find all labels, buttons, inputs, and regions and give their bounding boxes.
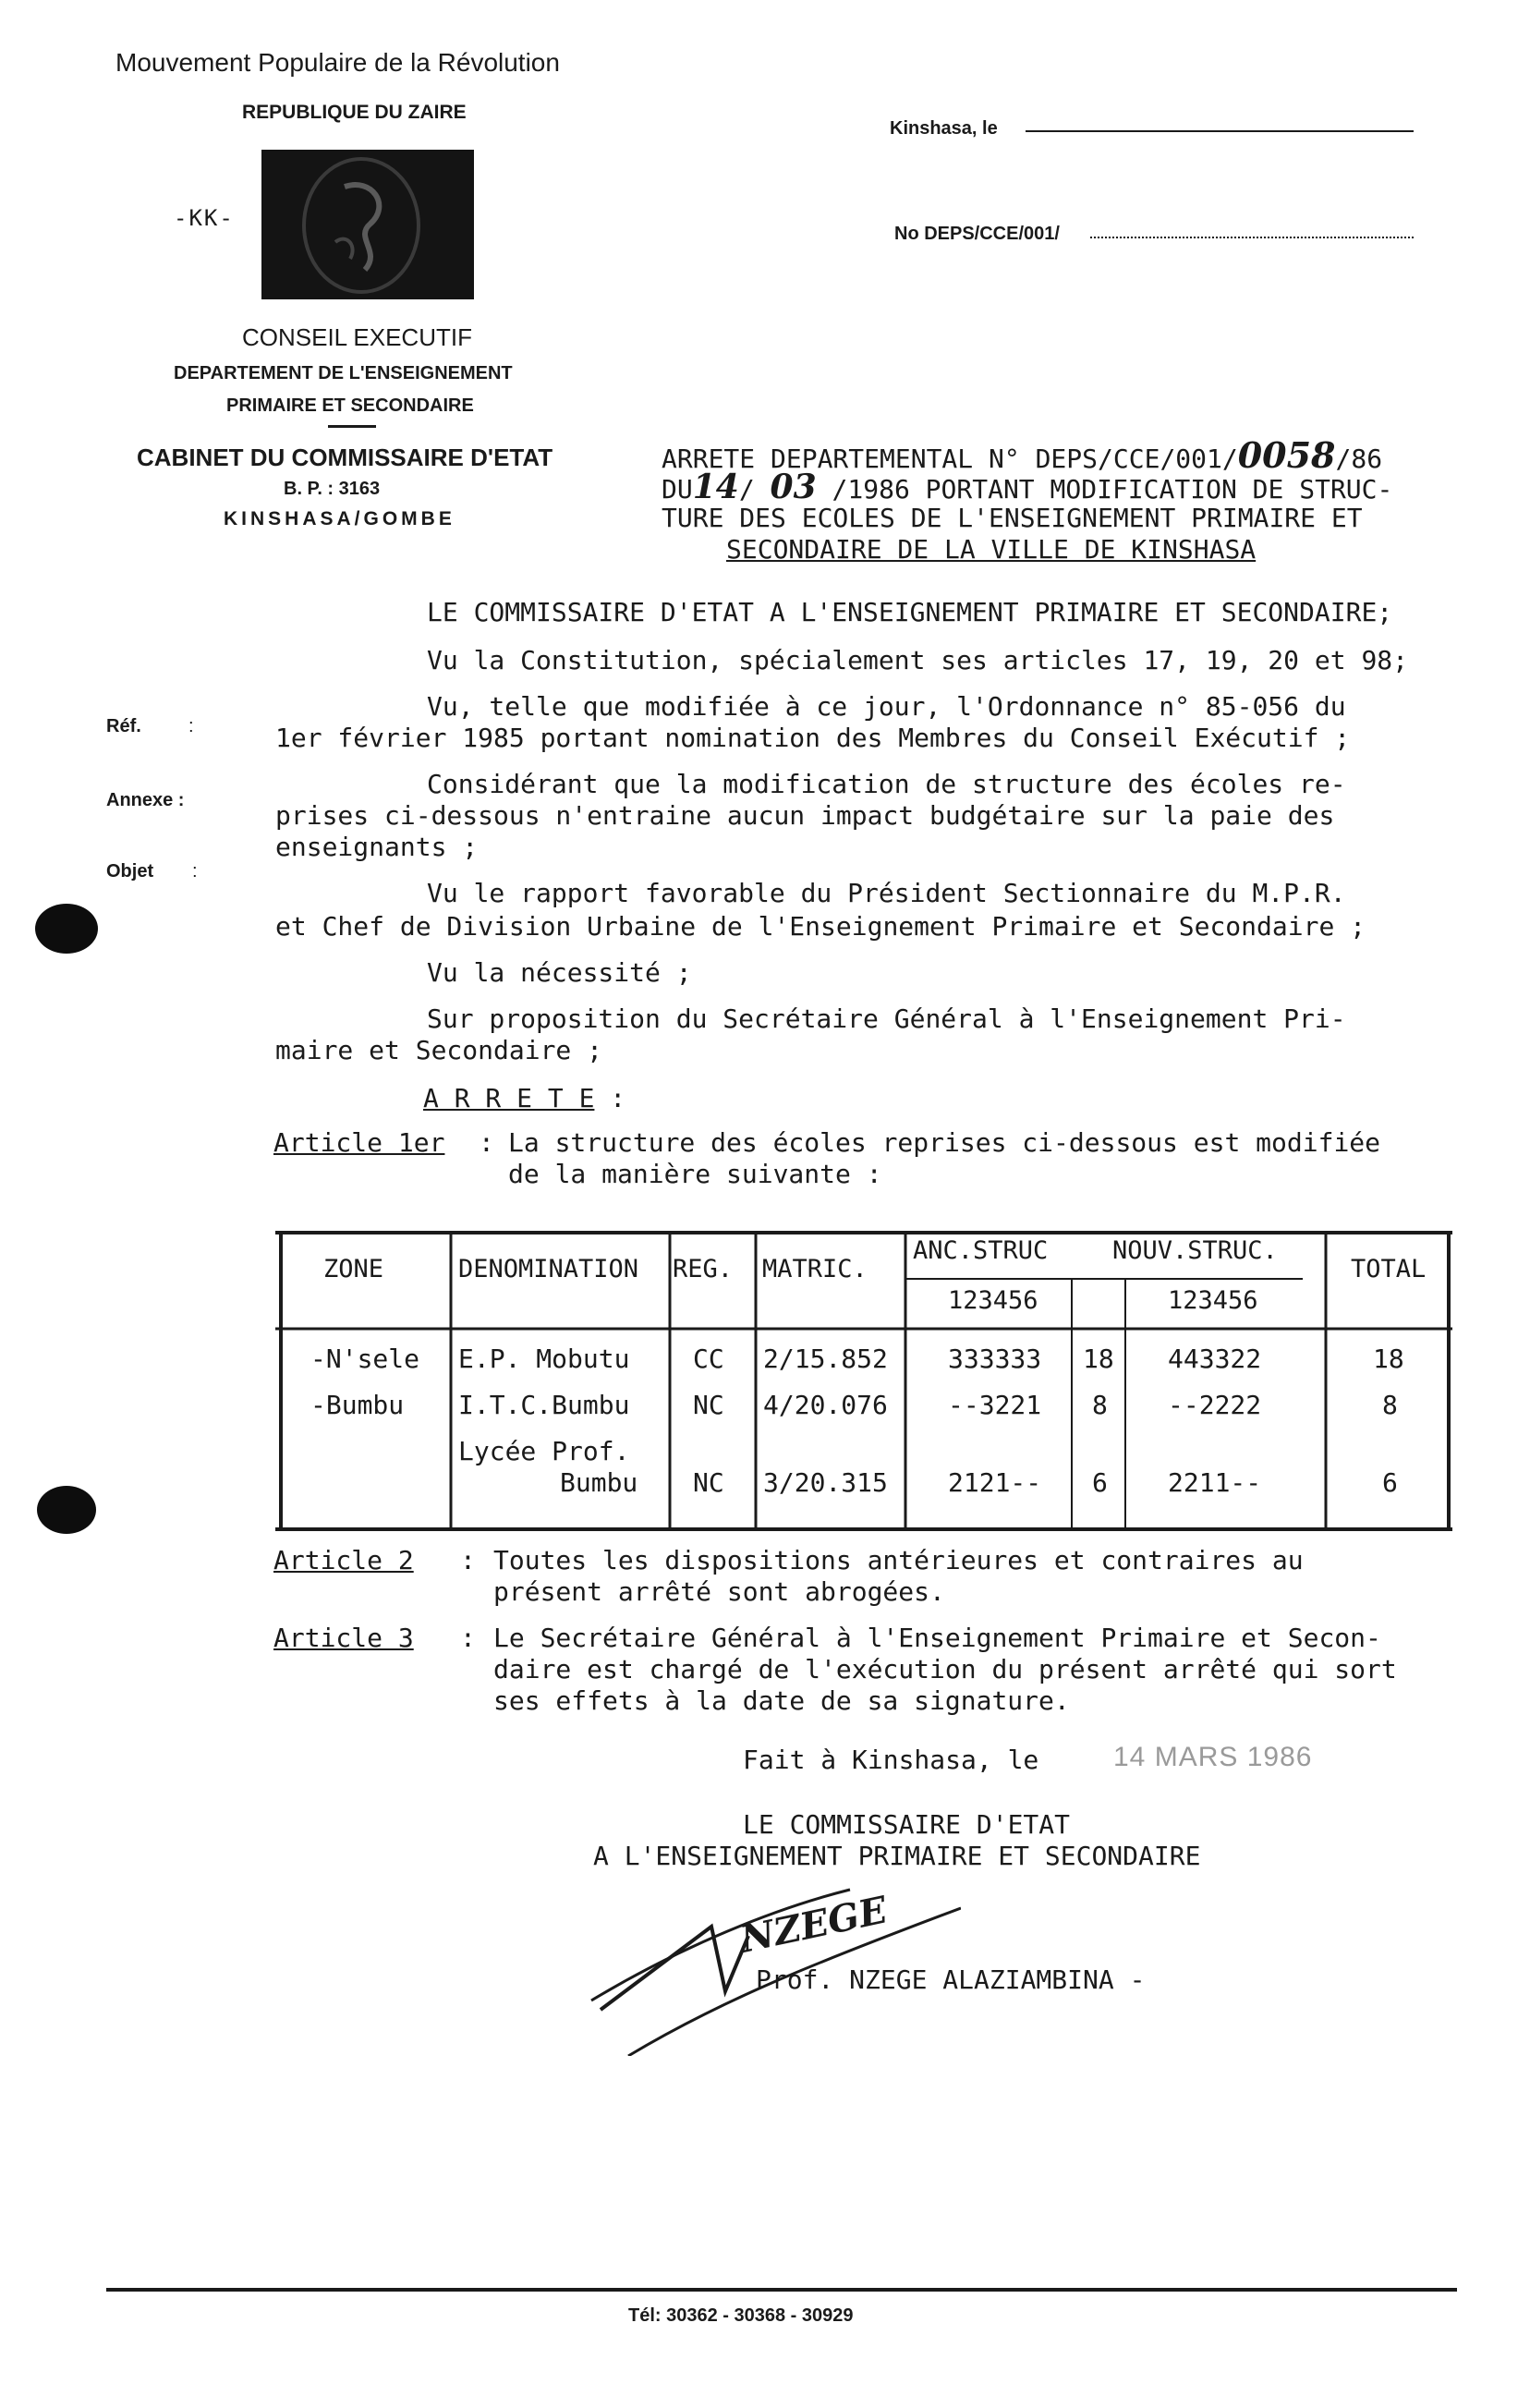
ref-mark: -KK- (174, 205, 235, 231)
republic-name: REPUBLIQUE DU ZAIRE (242, 102, 467, 123)
number-fill-line (1090, 237, 1414, 238)
signatory-name: Prof. NZEGE ALAZIAMBINA - (756, 1964, 1146, 1995)
national-emblem (261, 150, 474, 299)
cell-zone: -N'sele (310, 1344, 420, 1374)
cell-denomination: E.P. Mobutu (458, 1344, 630, 1374)
header-nouv-subdigits: 123456 (1168, 1286, 1258, 1315)
article-1-text-a: La structure des écoles reprises ci-dessous est modifiée (508, 1127, 1381, 1158)
city-name: KINSHASA/GOMBE (224, 508, 455, 529)
cell-matric: 2/15.852 (763, 1344, 888, 1374)
margin-objet: Objet (106, 861, 154, 882)
article-3-label: Article 3 (273, 1623, 414, 1653)
cell-anc-struc: --3221 (948, 1390, 1042, 1420)
header-zone: ZONE (323, 1255, 384, 1283)
preamble-proposal-a: Sur proposition du Secrétaire Général à l'Enseignement Pri- (427, 1003, 1346, 1034)
header-reg: REG. (673, 1255, 734, 1283)
cell-anc-struc: 333333 (948, 1344, 1042, 1374)
cell-total: 6 (1382, 1467, 1398, 1498)
department-line-1: DEPARTEMENT DE L'ENSEIGNEMENT (174, 363, 513, 383)
cell-denomination-cont: Bumbu (560, 1467, 638, 1498)
article-3-text-b: daire est chargé de l'exécution du présent arrêté qui sort (493, 1654, 1397, 1684)
header-anc-subdigits: 123456 (948, 1286, 1038, 1315)
header-denomination: DENOMINATION (458, 1255, 639, 1283)
closing-title-b: A L'ENSEIGNEMENT PRIMAIRE ET SECONDAIRE (593, 1841, 1201, 1871)
handwritten-day: 14 (692, 468, 739, 506)
cell-nouv-struc: --2222 (1168, 1390, 1262, 1420)
preamble-ordinance-b: 1er février 1985 portant nomination des Membres du Conseil Exécutif ; (275, 723, 1351, 753)
preamble-proposal-b: maire et Secondaire ; (275, 1035, 603, 1065)
preamble-ordinance-a: Vu, telle que modifiée à ce jour, l'Ordonnance n° 85-056 du (427, 691, 1346, 722)
po-box: B. P. : 3163 (284, 479, 381, 499)
margin-objet-colon: : (192, 861, 198, 882)
place-date-label: Kinshasa, le (890, 118, 998, 139)
closing-title-a: LE COMMISSAIRE D'ETAT (743, 1809, 1071, 1840)
cell-count: 18 (1083, 1344, 1114, 1374)
preamble-constitution: Vu la Constitution, spécialement ses articles 17, 19, 20 et 98; (427, 645, 1409, 675)
punch-hole-mark (35, 904, 98, 954)
date-fill-line (1026, 130, 1414, 132)
movement-name: Mouvement Populaire de la Révolution (115, 48, 560, 77)
date-stamp: 14 MARS 1986 (1113, 1742, 1313, 1772)
decree-title-line-4: SECONDAIRE DE LA VILLE DE KINSHASA (726, 534, 1257, 565)
number-label: No DEPS/CCE/001/ (894, 224, 1060, 244)
preamble-necessity: Vu la nécessité ; (427, 957, 692, 988)
closing-place: Fait à Kinshasa, le (743, 1745, 1039, 1775)
cell-total: 8 (1382, 1390, 1398, 1420)
cell-count: 8 (1092, 1390, 1108, 1420)
decree-title-line-2: DU14/ 03 /1986 PORTANT MODIFICATION DE STRUC- (662, 468, 1393, 506)
article-2-text-a: Toutes les dispositions antérieures et contraires au (493, 1545, 1304, 1575)
cell-denomination: I.T.C.Bumbu (458, 1390, 630, 1420)
cell-total: 18 (1373, 1344, 1404, 1374)
cell-matric: 3/20.315 (763, 1467, 888, 1498)
cell-reg: NC (693, 1467, 724, 1498)
signature-text: NZEGE (736, 1888, 892, 1962)
article-3-text-c: ses effets à la date de sa signature. (493, 1685, 1070, 1716)
handwritten-month: 03 (770, 468, 817, 506)
article-2-label: Article 2 (273, 1545, 414, 1575)
punch-hole-mark (37, 1486, 96, 1534)
cabinet-name: CABINET DU COMMISSAIRE D'ETAT (137, 444, 553, 471)
header-nouv-struc: NOUV.STRUC. (1112, 1236, 1278, 1265)
header-divider (328, 425, 376, 428)
article-2-text-b: présent arrêté sont abrogées. (493, 1576, 945, 1607)
cell-anc-struc: 2121-- (948, 1467, 1042, 1498)
cell-reg: NC (693, 1390, 724, 1420)
handwritten-decree-number: 0058 (1237, 434, 1336, 476)
article-1-colon: : (479, 1127, 494, 1158)
article-2-colon: : (460, 1545, 476, 1575)
margin-ref-colon: : (188, 716, 194, 736)
cell-count: 6 (1092, 1467, 1108, 1498)
preamble-report-a: Vu le rapport favorable du Président Sectionnaire du M.P.R. (427, 878, 1346, 908)
margin-ref: Réf. (106, 716, 141, 736)
cell-nouv-struc: 2211-- (1168, 1467, 1262, 1498)
decree-title-line-3: TURE DES ECOLES DE L'ENSEIGNEMENT PRIMAIRE ET (662, 503, 1363, 533)
cell-nouv-struc: 443322 (1168, 1344, 1262, 1374)
preamble-considering-a: Considérant que la modification de structure des écoles re- (427, 769, 1346, 799)
preamble-considering-b: prises ci-dessous n'entraine aucun impact budgétaire sur la paie des (275, 800, 1335, 831)
preamble-considering-c: enseignants ; (275, 832, 479, 862)
margin-annexe: Annexe : (106, 790, 185, 810)
structure-table (275, 1231, 1452, 1531)
footer-telephone: Tél: 30362 - 30368 - 30929 (628, 2305, 854, 2326)
footer-divider (106, 2288, 1457, 2292)
article-3-colon: : (460, 1623, 476, 1653)
preamble-report-b: et Chef de Division Urbaine de l'Enseignement Primaire et Secondaire ; (275, 911, 1366, 942)
header-total: TOTAL (1351, 1255, 1427, 1283)
article-1-text-b: de la manière suivante : (508, 1159, 882, 1189)
cell-denomination: Lycée Prof. (458, 1436, 630, 1466)
article-1-label: Article 1er (273, 1127, 445, 1158)
article-3-text-a: Le Secrétaire Général à l'Enseignement Primaire et Secon- (493, 1623, 1381, 1653)
header-matric: MATRIC. (762, 1255, 868, 1283)
handwritten-signature (573, 1871, 961, 2056)
preamble-authority: LE COMMISSAIRE D'ETAT A L'ENSEIGNEMENT PRIMAIRE ET SECONDAIRE; (427, 597, 1393, 627)
cell-reg: CC (693, 1344, 724, 1374)
arrete-heading: A R R E T E : (423, 1083, 626, 1113)
department-line-2: PRIMAIRE ET SECONDAIRE (226, 395, 474, 416)
council-name: CONSEIL EXECUTIF (242, 323, 472, 351)
decree-title-line-1: ARRETE DEPARTEMENTAL N° DEPS/CCE/001/0058/86 (662, 434, 1383, 476)
cell-zone: -Bumbu (310, 1390, 405, 1420)
header-anc-struc: ANC.STRUC (913, 1236, 1049, 1265)
cell-matric: 4/20.076 (763, 1390, 888, 1420)
